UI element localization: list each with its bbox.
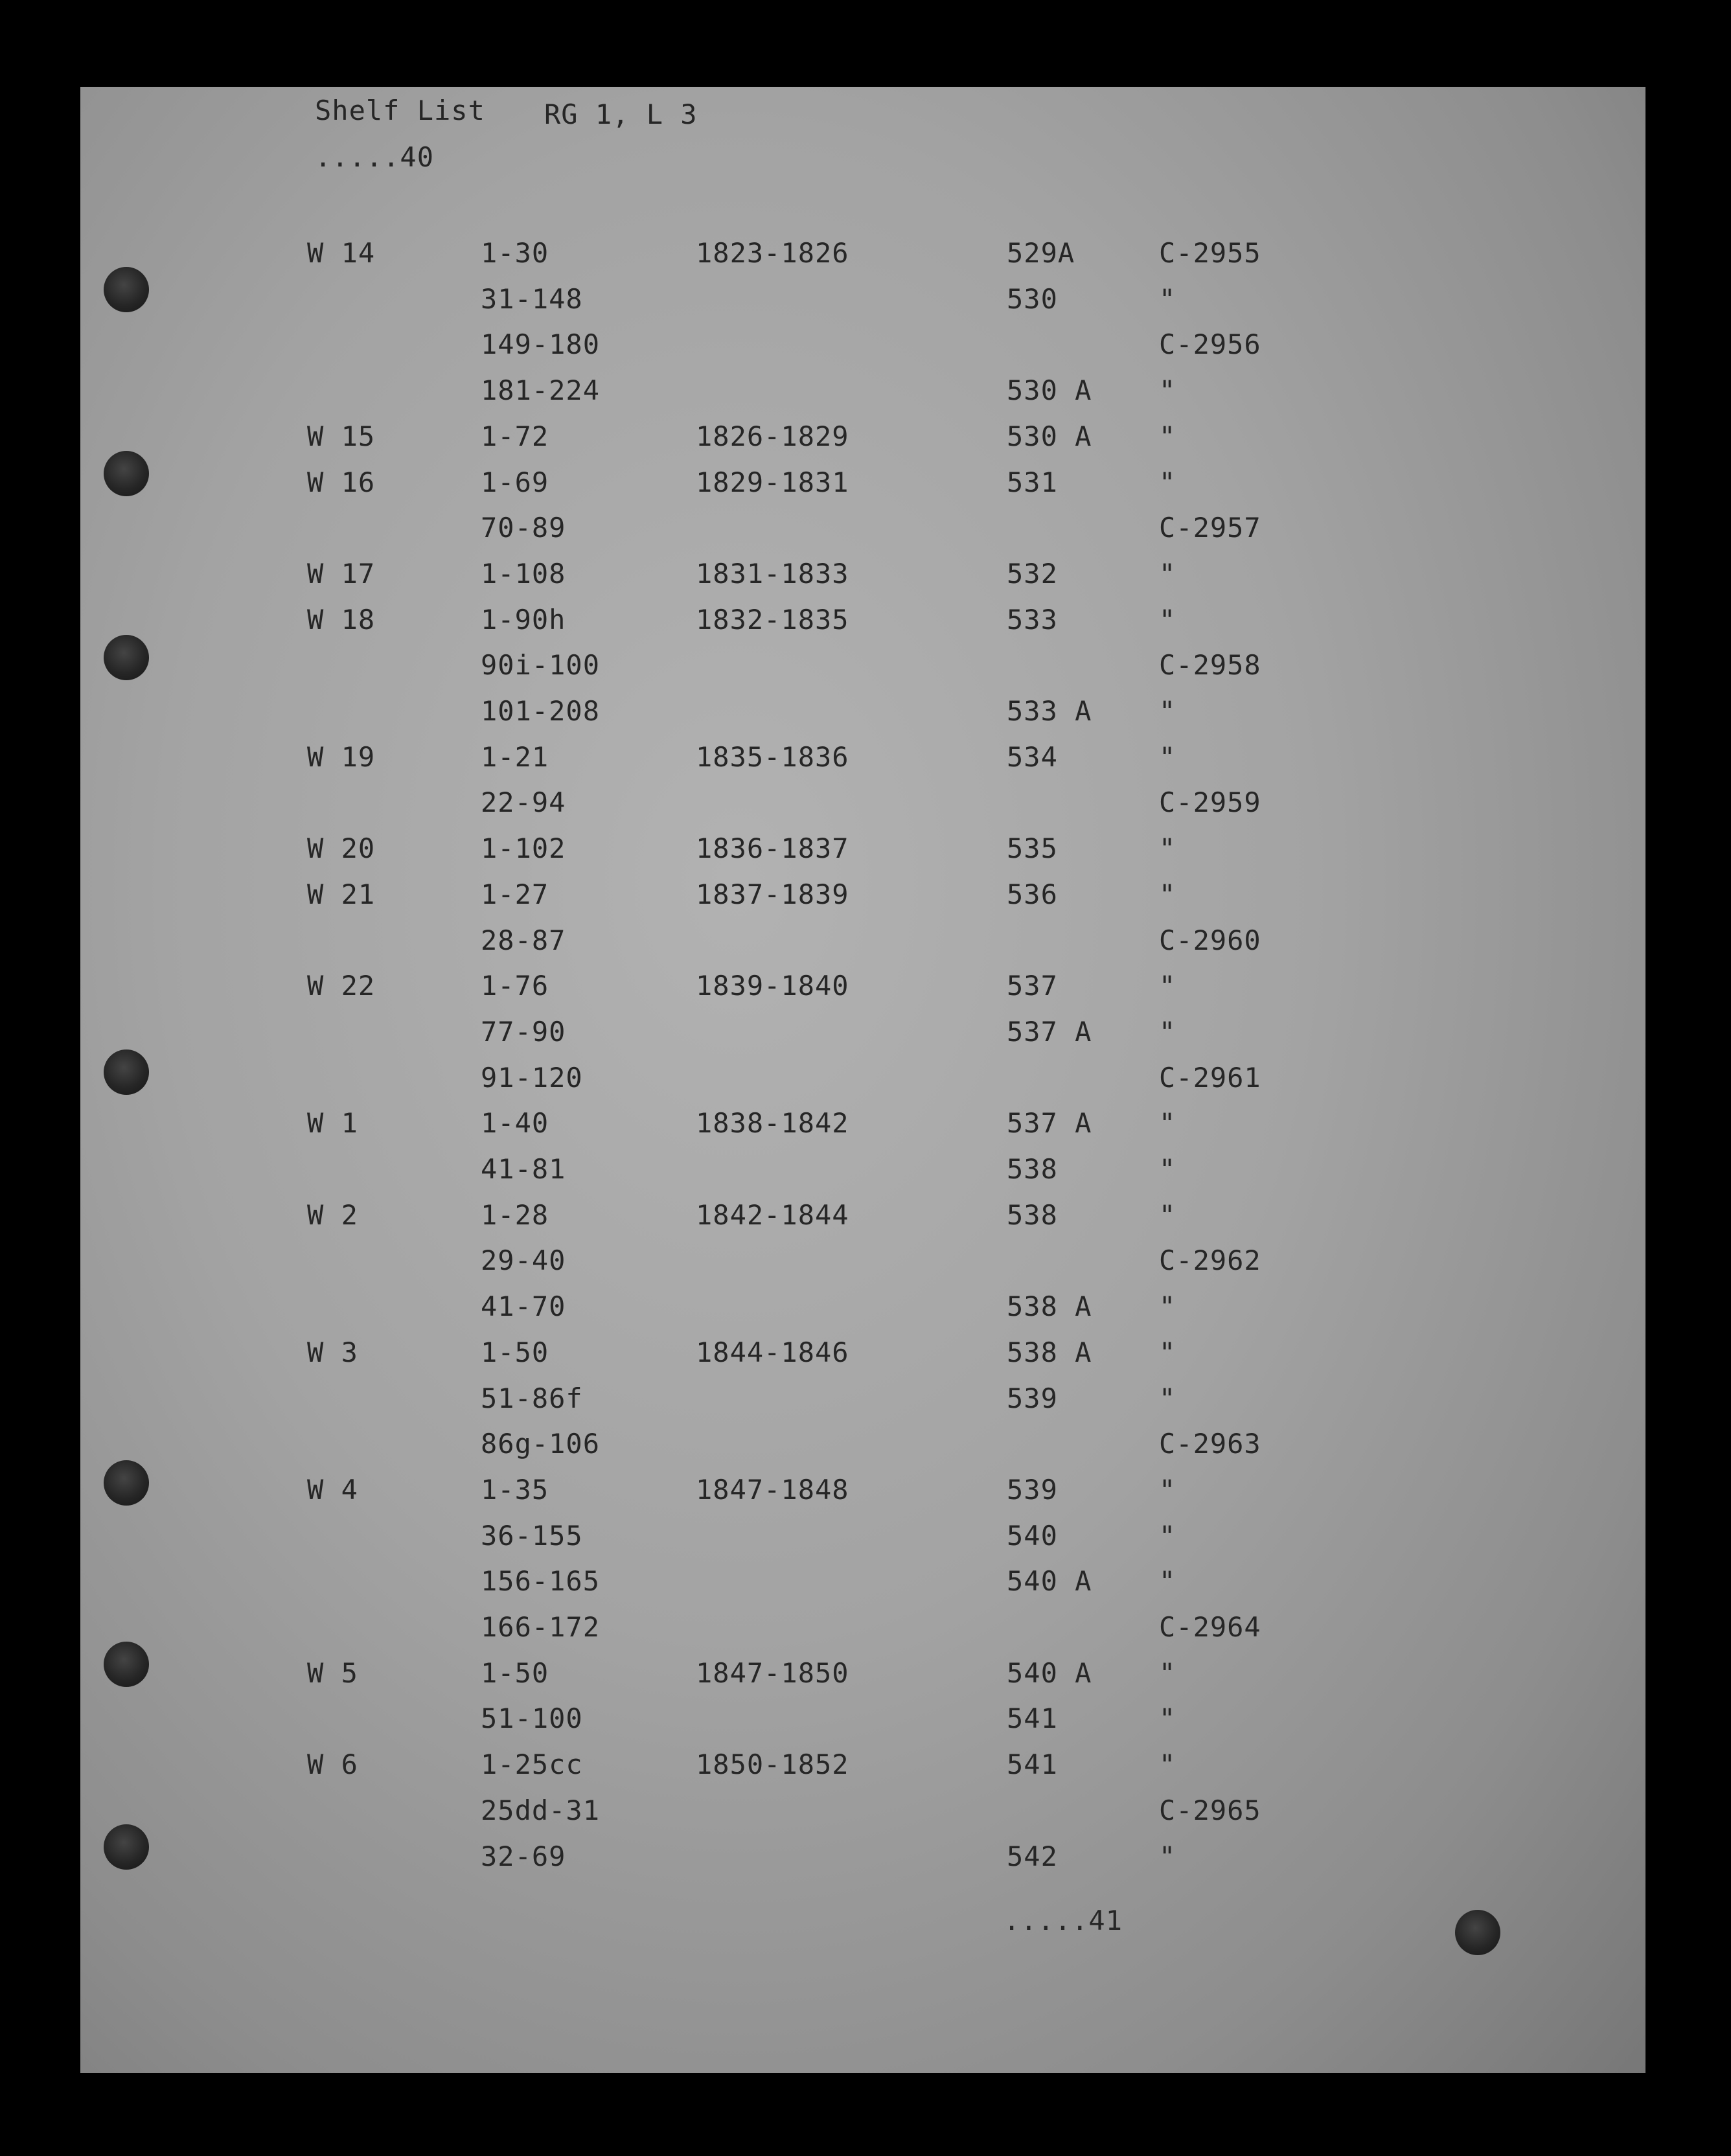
dates-cell: 1850-1852 xyxy=(696,1749,849,1781)
items-cell: 1-108 xyxy=(481,557,566,590)
reel-cell: " xyxy=(1159,466,1176,498)
items-cell: 77-90 xyxy=(481,1015,566,1048)
items-cell: 1-40 xyxy=(481,1107,549,1140)
items-cell: 181-224 xyxy=(481,374,601,407)
reel-cell: " xyxy=(1159,740,1176,773)
items-cell: 1-30 xyxy=(481,237,549,269)
reel-cell: " xyxy=(1159,1198,1176,1231)
reel-cell: " xyxy=(1159,420,1176,452)
table-row xyxy=(80,1657,1645,1693)
items-cell: 31-148 xyxy=(481,282,583,315)
reel-cell: " xyxy=(1159,1749,1176,1781)
box-cell: 540 A xyxy=(1007,1565,1092,1598)
reel-cell: " xyxy=(1159,1290,1176,1323)
items-cell: 28-87 xyxy=(481,924,566,956)
page-reference: .....40 xyxy=(315,141,435,173)
dates-cell: 1838-1842 xyxy=(696,1107,849,1140)
box-cell: 538 A xyxy=(1007,1336,1092,1368)
box-cell: 537 A xyxy=(1007,1015,1092,1048)
box-cell: 532 xyxy=(1007,557,1058,590)
box-cell: 540 A xyxy=(1007,1657,1092,1689)
box-cell: 540 xyxy=(1007,1519,1058,1552)
table-row xyxy=(80,328,1645,365)
table-row xyxy=(80,237,1645,273)
page-title: Shelf List xyxy=(315,95,485,126)
reel-cell: " xyxy=(1159,282,1176,315)
dates-cell: 1839-1840 xyxy=(696,970,849,1002)
reel-cell: C-2965 xyxy=(1159,1794,1261,1826)
items-cell: 86g-106 xyxy=(481,1428,601,1460)
table-row xyxy=(80,512,1645,548)
reel-cell: " xyxy=(1159,1519,1176,1552)
items-cell: 1-25cc xyxy=(481,1749,583,1781)
dates-cell: 1829-1831 xyxy=(696,466,849,498)
table-row xyxy=(80,283,1645,319)
table-row xyxy=(80,1565,1645,1601)
series-cell: W 19 xyxy=(307,740,376,773)
table-row xyxy=(80,1199,1645,1235)
items-cell: 90i-100 xyxy=(481,649,601,682)
dates-cell: 1847-1848 xyxy=(696,1473,849,1506)
box-cell: 542 xyxy=(1007,1840,1058,1872)
reel-cell: " xyxy=(1159,603,1176,636)
reel-cell: " xyxy=(1159,1107,1176,1140)
reel-cell: " xyxy=(1159,557,1176,590)
table-row xyxy=(80,558,1645,594)
table-row xyxy=(80,1520,1645,1556)
series-cell: W 1 xyxy=(307,1107,358,1140)
dates-cell: 1826-1829 xyxy=(696,420,849,452)
table-row xyxy=(80,1062,1645,1098)
items-cell: 36-155 xyxy=(481,1519,583,1552)
series-cell: W 2 xyxy=(307,1198,358,1231)
series-cell: W 16 xyxy=(307,466,376,498)
items-cell: 32-69 xyxy=(481,1840,566,1872)
items-cell: 1-90h xyxy=(481,603,566,636)
items-cell: 156-165 xyxy=(481,1565,601,1598)
dates-cell: 1831-1833 xyxy=(696,557,849,590)
table-row xyxy=(80,604,1645,640)
record-group: RG 1, L 3 xyxy=(544,98,698,130)
items-cell: 1-35 xyxy=(481,1473,549,1506)
items-cell: 1-27 xyxy=(481,878,549,910)
box-cell: 539 xyxy=(1007,1382,1058,1414)
items-cell: 166-172 xyxy=(481,1611,601,1643)
reel-cell: " xyxy=(1159,1473,1176,1506)
punch-hole xyxy=(1455,1910,1500,1955)
box-cell: 538 xyxy=(1007,1198,1058,1231)
reel-cell: C-2963 xyxy=(1159,1428,1261,1460)
items-cell: 51-100 xyxy=(481,1703,583,1735)
table-row xyxy=(80,924,1645,961)
reel-cell: " xyxy=(1159,1153,1176,1185)
series-cell: W 6 xyxy=(307,1749,358,1781)
box-cell: 538 xyxy=(1007,1153,1058,1185)
table-row xyxy=(80,1841,1645,1877)
next-page-reference: .....41 xyxy=(1003,1905,1123,1936)
table-row xyxy=(80,1016,1645,1052)
table-row xyxy=(80,374,1645,411)
box-cell: 537 A xyxy=(1007,1107,1092,1140)
table-row xyxy=(80,1244,1645,1281)
items-cell: 101-208 xyxy=(481,695,601,727)
items-cell: 1-50 xyxy=(481,1336,549,1368)
series-cell: W 22 xyxy=(307,970,376,1002)
items-cell: 91-120 xyxy=(481,1061,583,1094)
box-cell: 537 xyxy=(1007,970,1058,1002)
reel-cell: " xyxy=(1159,878,1176,910)
reel-cell: C-2957 xyxy=(1159,512,1261,544)
reel-cell: " xyxy=(1159,970,1176,1002)
reel-cell: " xyxy=(1159,695,1176,727)
series-cell: W 18 xyxy=(307,603,376,636)
items-cell: 70-89 xyxy=(481,512,566,544)
box-cell: 539 xyxy=(1007,1473,1058,1506)
dates-cell: 1847-1850 xyxy=(696,1657,849,1689)
dates-cell: 1835-1836 xyxy=(696,740,849,773)
dates-cell: 1844-1846 xyxy=(696,1336,849,1368)
items-cell: 41-70 xyxy=(481,1290,566,1323)
items-cell: 1-28 xyxy=(481,1198,549,1231)
items-cell: 22-94 xyxy=(481,786,566,819)
reel-cell: " xyxy=(1159,1703,1176,1735)
reel-cell: C-2956 xyxy=(1159,328,1261,361)
items-cell: 1-50 xyxy=(481,1657,549,1689)
items-cell: 1-102 xyxy=(481,832,566,865)
items-cell: 1-69 xyxy=(481,466,549,498)
table-row xyxy=(80,786,1645,823)
reel-cell: C-2964 xyxy=(1159,1611,1261,1643)
reel-cell: " xyxy=(1159,1015,1176,1048)
box-cell: 541 xyxy=(1007,1749,1058,1781)
items-cell: 29-40 xyxy=(481,1244,566,1277)
series-cell: W 21 xyxy=(307,878,376,910)
series-cell: W 14 xyxy=(307,237,376,269)
reel-cell: " xyxy=(1159,1657,1176,1689)
items-cell: 149-180 xyxy=(481,328,601,361)
items-cell: 1-21 xyxy=(481,740,549,773)
table-row xyxy=(80,1153,1645,1189)
table-row xyxy=(80,1336,1645,1373)
table-row xyxy=(80,1795,1645,1831)
reel-cell: C-2961 xyxy=(1159,1061,1261,1094)
box-cell: 541 xyxy=(1007,1703,1058,1735)
reel-cell: C-2960 xyxy=(1159,924,1261,956)
box-cell: 531 xyxy=(1007,466,1058,498)
reel-cell: C-2958 xyxy=(1159,649,1261,682)
reel-cell: C-2955 xyxy=(1159,237,1261,269)
dates-cell: 1836-1837 xyxy=(696,832,849,865)
table-row xyxy=(80,649,1645,685)
table-row xyxy=(80,695,1645,731)
reel-cell: " xyxy=(1159,1336,1176,1368)
table-row xyxy=(80,878,1645,915)
box-cell: 533 A xyxy=(1007,695,1092,727)
series-cell: W 15 xyxy=(307,420,376,452)
items-cell: 25dd-31 xyxy=(481,1794,601,1826)
table-row xyxy=(80,1749,1645,1785)
reel-cell: " xyxy=(1159,1840,1176,1872)
box-cell: 530 A xyxy=(1007,420,1092,452)
box-cell: 538 A xyxy=(1007,1290,1092,1323)
items-cell: 51-86f xyxy=(481,1382,583,1414)
box-cell: 529A xyxy=(1007,237,1075,269)
series-cell: W 5 xyxy=(307,1657,358,1689)
table-row xyxy=(80,1474,1645,1510)
items-cell: 41-81 xyxy=(481,1153,566,1185)
table-row xyxy=(80,1428,1645,1464)
reel-cell: C-2962 xyxy=(1159,1244,1261,1277)
box-cell: 535 xyxy=(1007,832,1058,865)
table-row xyxy=(80,741,1645,777)
series-cell: W 17 xyxy=(307,557,376,590)
reel-cell: C-2959 xyxy=(1159,786,1261,819)
table-row xyxy=(80,832,1645,869)
box-cell: 534 xyxy=(1007,740,1058,773)
document-page xyxy=(80,87,1645,2073)
box-cell: 530 xyxy=(1007,282,1058,315)
items-cell: 1-72 xyxy=(481,420,549,452)
table-row xyxy=(80,1107,1645,1143)
series-cell: W 3 xyxy=(307,1336,358,1368)
dates-cell: 1832-1835 xyxy=(696,603,849,636)
reel-cell: " xyxy=(1159,1382,1176,1414)
table-row xyxy=(80,970,1645,1006)
table-row xyxy=(80,1382,1645,1419)
items-cell: 1-76 xyxy=(481,970,549,1002)
series-cell: W 20 xyxy=(307,832,376,865)
table-row xyxy=(80,420,1645,457)
table-row xyxy=(80,466,1645,503)
reel-cell: " xyxy=(1159,1565,1176,1598)
box-cell: 533 xyxy=(1007,603,1058,636)
reel-cell: " xyxy=(1159,832,1176,865)
dates-cell: 1842-1844 xyxy=(696,1198,849,1231)
series-cell: W 4 xyxy=(307,1473,358,1506)
reel-cell: " xyxy=(1159,374,1176,407)
table-row xyxy=(80,1611,1645,1647)
box-cell: 536 xyxy=(1007,878,1058,910)
table-row xyxy=(80,1703,1645,1739)
table-row xyxy=(80,1290,1645,1327)
dates-cell: 1837-1839 xyxy=(696,878,849,910)
dates-cell: 1823-1826 xyxy=(696,237,849,269)
box-cell: 530 A xyxy=(1007,374,1092,407)
